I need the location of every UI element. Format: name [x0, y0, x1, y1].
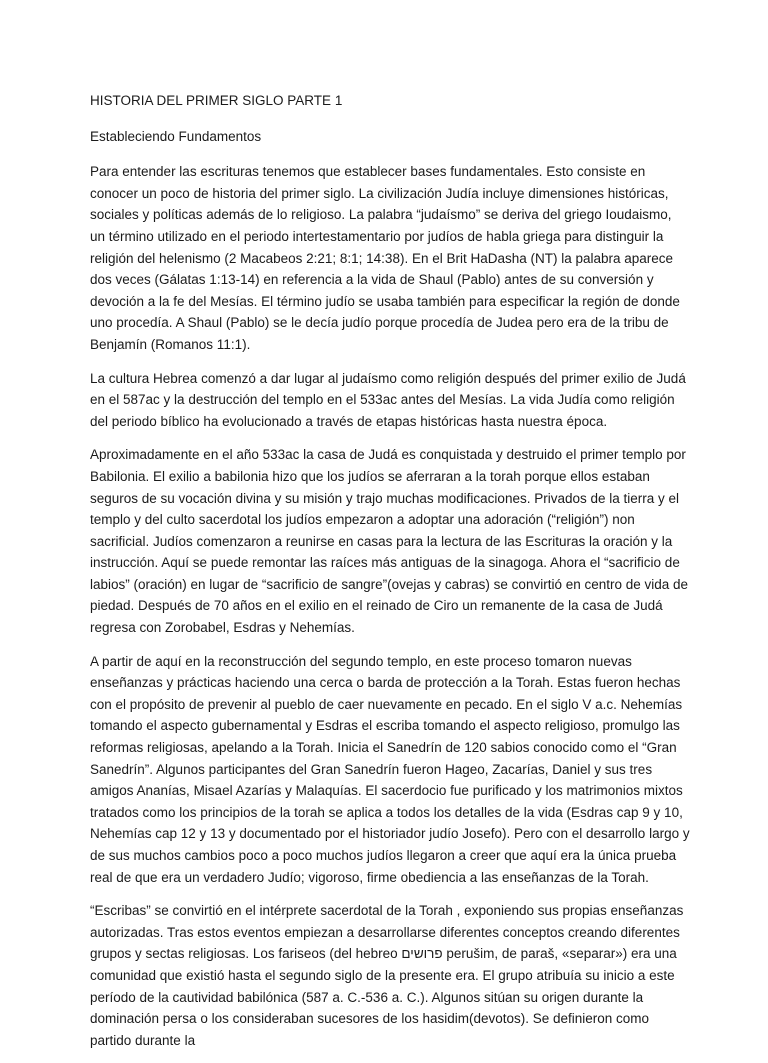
paragraph: Para entender las escrituras tenemos que establecer bases fundamentales. Esto consiste en conocer un poco de historia del primer siglo. La civilización Judía incluye dimensiones históricas, sociales y políticas además de lo religioso. La palabra “judaísmo” se deriva del griego Ioudaismo, un término utilizado en el periodo intertestamentario por judíos de habla griega para distinguir la religión del helenismo (2 Macabeos 2:21; 8:1; 14:38). En el Brit HaDasha (NT) la palabra aparece dos veces (Gálatas 1:13-14) en referencia a la vida de Shaul (Pablo) antes de su conversión y devoción a la fe del Mesías. El término judío se usaba también para especificar la región de donde uno procedía. A Shaul (Pablo) se le decía judío porque procedía de Judea pero era de la tribu de Benjamín (Romanos 11:1).: [90, 164, 680, 352]
document-title: HISTORIA DEL PRIMER SIGLO PARTE 1: [90, 93, 343, 108]
paragraph: “Escribas” se convirtió en el intérprete sacerdotal de la Torah , exponiendo sus propias enseñanzas autorizadas. Tras estos eventos empiezan a desarrollarse diferentes conceptos creando diferentes grupos y sectas religiosas. Los fariseos (del hebreo פרושים perušim, de paraš, «separar») era una comunidad que existió hasta el segundo siglo de la presente era. El grupo atribuía su inicio a este período de la cautividad babilónica (587 a. C.-536 a. C.). Algunos sitúan su origen durante la dominación persa o los consideraban sucesores de los hasidim(devotos). Se definieron como partido durante la: [90, 903, 684, 1048]
document-page: [90, 90, 690, 1063]
document-subtitle: Estableciendo Fundamentos: [90, 128, 262, 144]
paragraph: A partir de aquí en la reconstrucción del segundo templo, en este proceso tomaron nuevas enseñanzas y prácticas haciendo una cerca o barda de protección a la Torah. Estas fueron hechas con el propósito de prevenir al pueblo de caer nuevamente en pecado. En el siglo V a.c. Nehemías tomando el aspecto gubernamental y Esdras el escriba tomando el aspecto religioso, promulgo las reformas religiosas, apelando a la Torah. Inicia el Sanedrín de 120 sabios conocido como el “Gran Sanedrín”. Algunos participantes del Gran Sanedrín fueron Hageo, Zacarías, Daniel y sus tres amigos Ananías, Misael Azarías y Malaquías. El sacerdocio fue purificado y los matrimonios mixtos tratados como los principios de la torah se aplica a todos los detalles de la vida (Esdras cap 9 y 10, Nehemías cap 12 y 13 y documentado por el historiador judío Josefo). Pero con el desarrollo largo y de sus muchos cambios poco a poco muchos judíos llegaron a creer que aquí era la única prueba real de que era un verdadero Judío; vigoroso, firme obediencia a las enseñanzas de la Torah.: [90, 653, 690, 885]
paragraph: Aproximadamente en el año 533ac la casa de Judá es conquistada y destruido el primer templo por Babilonia. El exilio a babilonia hizo que los judíos se aferraran a la torah porque ellos estaban seguros de su vocación divina y su misión y trajo muchas modificaciones. Privados de la tierra y el templo y del culto sacerdotal los judíos empezaron a adoptar una adoración (“religión”) non sacrificial. Judíos comenzaron a reunirse en casas para la lectura de las Escrituras la oración y la instrucción. Aquí se puede remontar las raíces más antiguas de la sinagoga. Ahora el “sacrificio de labios” (oración) en lugar de “sacrificio de sangre”(ovejas y cabras) se convirtió en centro de vida de piedad. Después de 70 años en el exilio en el reinado de Ciro un remanente de la casa de Judá regresa con Zorobabel, Esdras y Nehemías.: [90, 447, 689, 636]
paragraph: La cultura Hebrea comenzó a dar lugar al judaísmo como religión después del primer exilio de Judá en el 587ac y la destrucción del templo en el 533ac antes del Mesías. La vida Judía como religión del periodo bíblico ha evolucionado a través de etapas históricas hasta nuestra época.: [90, 370, 686, 429]
